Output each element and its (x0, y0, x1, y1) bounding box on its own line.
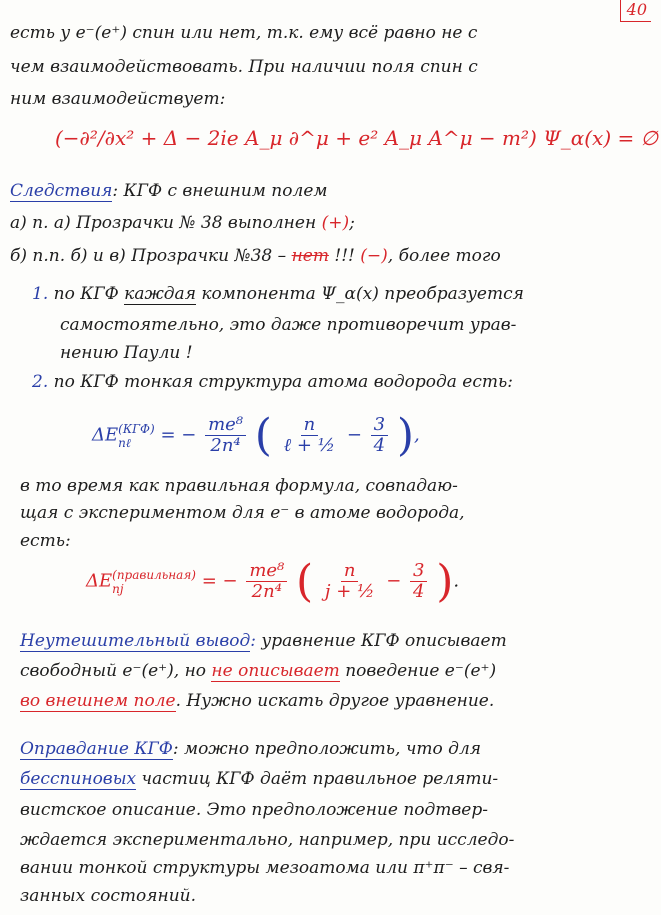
conclusion-line-2-a: свободный e⁻(e⁺), но (20, 661, 212, 681)
conclusion-colon: : (250, 631, 257, 651)
page-number: 40 (620, 0, 651, 22)
fine-structure-kgf-formula: ΔE (КГФ) nℓ = − $\frac{\text{me⁸}}{\text{2n⁴}}$ ( $\frac{n}{\text{ℓ + ½}}$ − $\frac{3}{4}$ ), (92, 410, 420, 461)
consequence-b (10, 245, 501, 267)
conclusion-line-1-rest: уравнение КГФ описывает (256, 631, 507, 651)
eq3-sup: (правильная) (112, 567, 196, 582)
justification-line-2-b: частиц КГФ даёт правильное реляти- (136, 769, 499, 789)
eq3-frac2-den: 4 (413, 581, 425, 602)
correct-text-line-1: в то время как правильная формула, совпадаю- (20, 476, 458, 496)
consequences-heading-line (10, 180, 327, 202)
eq2-num: me⁸ (205, 415, 246, 436)
intro-line-3: ним взаимодействует: (10, 89, 226, 109)
fine-structure-correct-formula: ΔE (правильная) nj = − $\frac{\text{me⁸}}{\text{2n⁴}}$ ( $\frac{n}{\text{j + ½}}$ − $\frac{3}{4}$ ). (86, 556, 460, 607)
item-2-number: 2. (32, 372, 49, 392)
justification-heading: Оправдание КГФ (20, 739, 173, 759)
item-1-number: 1. (32, 284, 49, 304)
item-1-text-a: по КГФ (53, 284, 119, 304)
consequences-heading: Следствия (10, 181, 113, 201)
eq2-sub: nℓ (118, 435, 131, 450)
consequence-b-rest: , более того (387, 246, 501, 266)
eq2-minus: − (346, 424, 362, 446)
eq2-inner-den: ℓ + ½ (283, 435, 336, 456)
conclusion-line-3-a: во внешнем поле (20, 691, 176, 711)
intro-line-2: чем взаимодействовать. При наличии поля спин с (10, 57, 478, 77)
justification-line-6: занных состояний. (20, 886, 197, 906)
eq3-equals: = − (201, 570, 238, 592)
eq2-den: 2n⁴ (210, 435, 241, 456)
eq3-num: me⁸ (246, 561, 287, 582)
correct-text-line-2: щая с экспериментом для e⁻ в атоме водорода, (20, 503, 465, 523)
item-2-line-1 (32, 371, 513, 393)
conclusion-heading: Неутешительный вывод (20, 631, 251, 651)
justification-line-1 (20, 738, 481, 760)
consequence-b-label: б) п.п. б) и в) Прозрачки №38 – (10, 246, 287, 266)
consequence-a-end: ; (349, 213, 355, 233)
eq2-inner-num: n (301, 415, 319, 436)
item-1-text-c: компонента Ψ_α(x) преобразуется (201, 284, 524, 304)
justification-line-5: вании тонкой структуры мезоатома или π⁺π⁻ – свя- (20, 858, 510, 878)
consequence-a-mark: (+) (321, 213, 350, 233)
eq3-lhs: ΔE (86, 570, 113, 592)
item-1-text-emph: каждая (124, 284, 196, 304)
justification-spinless: бесспиновых (20, 769, 137, 789)
eq3-minus: − (386, 570, 402, 592)
eq2-frac2-den: 4 (373, 435, 386, 456)
eq3-inner-num: n (341, 561, 359, 582)
consequence-b-mark: (−) (360, 246, 388, 266)
eq3-inner-den: j + ½ (324, 581, 375, 602)
eq3-den: 2n⁴ (251, 581, 282, 602)
eq2-tail: , (414, 424, 420, 446)
justification-line-1-rest: : можно предположить, что для (172, 739, 482, 759)
conclusion-line-3 (20, 690, 494, 712)
item-1-line-1 (32, 283, 524, 305)
eq3-tail: . (453, 570, 460, 592)
conclusion-line-3-b: . Нужно искать другое уравнение. (175, 691, 495, 711)
justification-line-3: вистское описание. Это предположение подтвер- (20, 800, 488, 820)
justification-line-4: ждается экспериментально, например, при исследо- (20, 830, 515, 850)
conclusion-line-2-c: поведение e⁻(e⁺) (339, 661, 497, 681)
consequence-b-excl: !!! (334, 246, 355, 266)
eq2-lhs: ΔE (92, 424, 119, 446)
correct-text-line-3: есть: (20, 531, 71, 551)
consequence-a-label: а) п. а) Прозрачки № 38 выполнен (10, 213, 317, 233)
conclusion-line-2-b: не описывает (211, 661, 340, 681)
item-2-text: по КГФ тонкая структура атома водорода есть: (53, 372, 513, 392)
eq3-sub: nj (112, 581, 124, 596)
conclusion-line-2 (20, 660, 496, 682)
eq3-frac2-num: 3 (410, 561, 427, 582)
eq2-sup: (КГФ) (118, 421, 155, 436)
consequence-b-word: нет (291, 246, 329, 266)
item-1-line-2: самостоятельно, это даже противоречит урав- (60, 315, 517, 335)
conclusion-line-1 (20, 630, 507, 652)
klein-gordon-field-equation: (−∂²/∂x² + Δ − 2ie A_μ ∂^μ + e² A_μ A^μ − m²) Ψ_α(x) = ∅ (55, 126, 659, 150)
intro-line-1: есть у e⁻(e⁺) спин или нет, т.к. ему всё равно не с (10, 23, 478, 43)
justification-line-2 (20, 768, 498, 790)
consequence-a (10, 212, 355, 234)
eq2-equals: = − (160, 424, 197, 446)
consequences-heading-rest: : КГФ с внешним полем (112, 181, 328, 201)
item-1-line-3: нению Паули ! (60, 343, 193, 363)
eq2-frac2-num: 3 (371, 415, 388, 436)
